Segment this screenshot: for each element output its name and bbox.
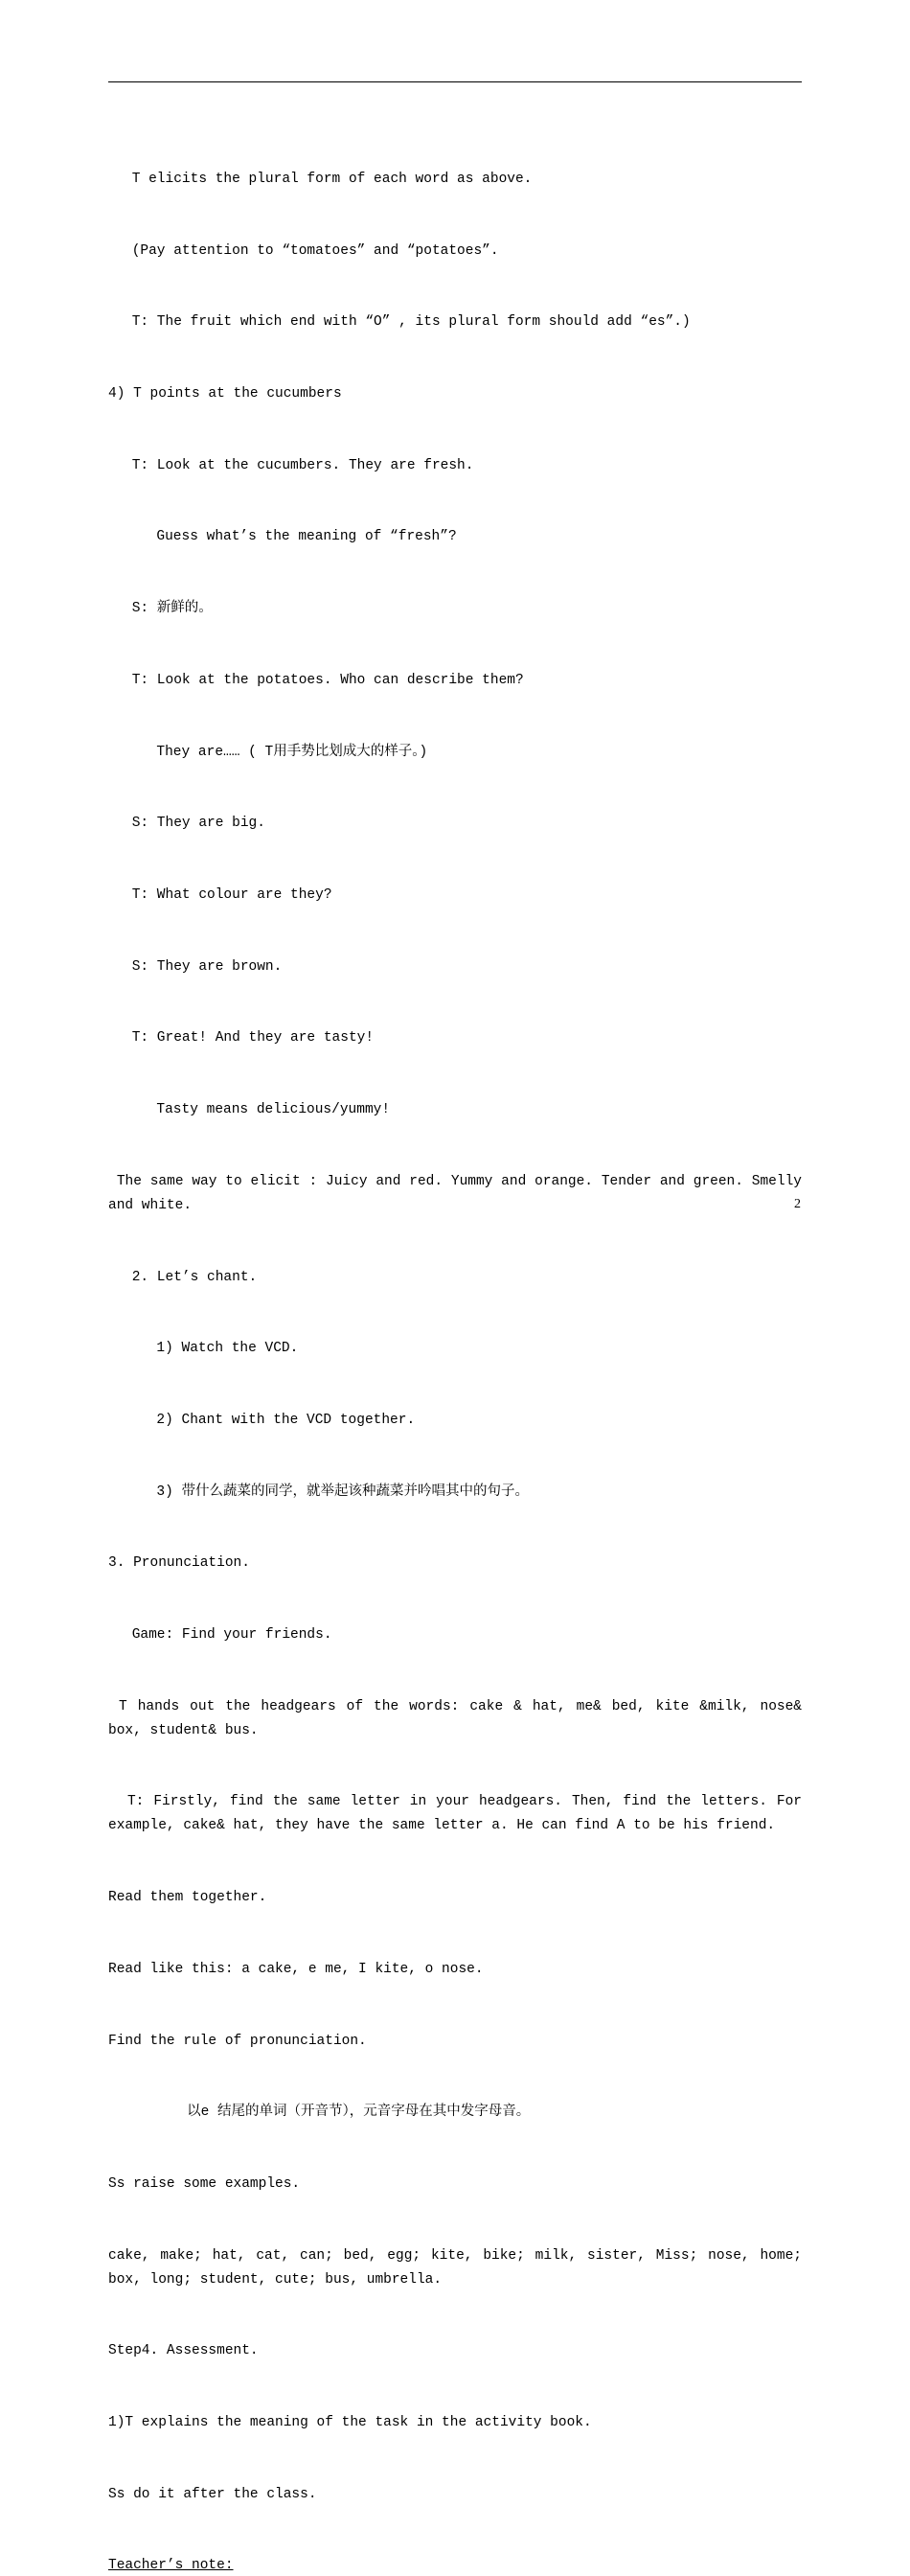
page-number: 2: [794, 1197, 801, 1211]
text-line: 2) Chant with the VCD together.: [140, 1412, 416, 1428]
teacher-note-heading: Teacher’s note:: [108, 2558, 234, 2574]
text-line: Ss raise some examples.: [108, 2175, 301, 2192]
text-line: T hands out the headgears of the words: cake & hat, me& bed, kite &milk, nose& box, student& bus.: [108, 1698, 810, 1738]
text-line: S: They are big.: [124, 816, 265, 832]
text-line: (Pay attention to “tomatoes” and “potatoes”.: [124, 242, 499, 259]
text-line: Game: Find your friends.: [124, 1627, 332, 1644]
text-line: 1)T explains the meaning of the task in the activity book.: [108, 2415, 592, 2430]
text-line: Find the rule of pronunciation.: [108, 2033, 367, 2049]
text-line: They are…… ( T用手势比划成大的样子。): [140, 744, 428, 760]
text-line: Step4. Assessment.: [108, 2343, 259, 2359]
text-line: 4) T points at the cucumbers: [108, 385, 342, 402]
text-line: T: Look at the cucumbers. They are fresh.: [124, 457, 474, 473]
header-rule: [108, 81, 802, 82]
text-line: Read like this: a cake, e me, I kite, o nose.: [108, 1961, 484, 1977]
text-line: cake, make; hat, cat, can; bed, egg; kite, bike; milk, sister, Miss; nose, home; box, long; student, cute; bus, umbrella.: [108, 2247, 810, 2288]
text-line: T: What colour are they?: [124, 887, 332, 903]
text-line: 2. Let’s chant.: [124, 1269, 258, 1285]
text-line: Ss do it after the class.: [108, 2486, 317, 2502]
text-line: T: Great! And they are tasty!: [124, 1030, 375, 1046]
text-line: S: They are brown.: [124, 958, 283, 975]
text-line: S: 新鲜的。: [124, 601, 213, 617]
text-line: 1) Watch the VCD.: [140, 1341, 299, 1357]
text-line: T: The fruit which end with “O” , its plural form should add “es”.): [124, 314, 691, 331]
text-line: 以e 结尾的单词（开音节），元音字母在其中发字母音。: [162, 2104, 531, 2121]
text-line: T: Look at the potatoes. Who can describe them?: [124, 672, 524, 688]
text-line: 3. Pronunciation.: [108, 1555, 250, 1572]
text-line: The same way to elicit : Juicy and red. Yummy and orange. Tender and green. Smelly and white.: [108, 1173, 810, 1213]
text-line: T: Firstly, find the same letter in your headgears. Then, find the letters. For example, cake& hat, they have the same letter a. He can find A to be his friend.: [108, 1794, 810, 1834]
text-line: Tasty means delicious/yummy!: [140, 1102, 391, 1118]
text-line: 3) 带什么蔬菜的同学，就举起该种蔬菜并吟唱其中的句子。: [140, 1484, 530, 1500]
text-line: T elicits the plural form of each word as above.: [124, 171, 533, 187]
text-line: Read them together.: [108, 1890, 267, 1906]
text-line: Guess what’s the meaning of “fresh”?: [140, 529, 457, 545]
document-body: [108, 120, 810, 2576]
